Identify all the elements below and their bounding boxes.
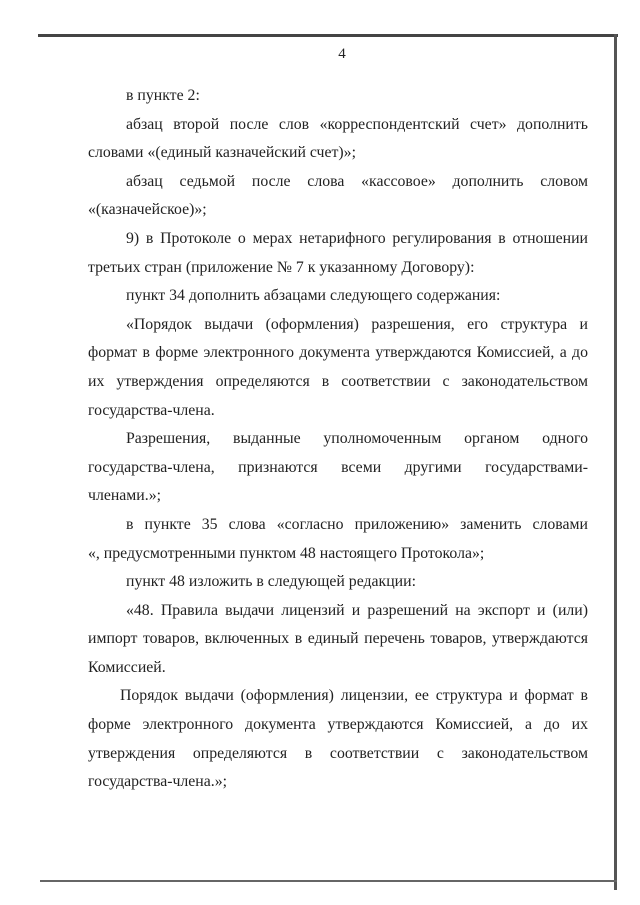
text-line: «, предусмотренными пунктом 48 настоящего Протокола»; [88, 544, 485, 562]
text-line: в пункте 2: [126, 87, 200, 104]
text-line: Порядок выдачи (оформления) лицензии, ее структура и формат в [120, 687, 588, 705]
text-line: пункт 34 дополнить абзацами следующего содержания: [126, 287, 501, 305]
text-line: членами.»; [88, 487, 161, 505]
scan-border-bottom [40, 880, 617, 882]
page-number: 4 [338, 46, 346, 62]
text-line: формат в форме электронного документа утверждаются Комиссией, а до [88, 344, 588, 362]
text-line: «(казначейское)»; [88, 201, 207, 219]
text-line: абзац седьмой после слова «кассовое» дополнить словом [126, 172, 588, 190]
text-line: Комиссией. [88, 658, 166, 676]
text-line: пункт 48 изложить в следующей редакции: [126, 573, 416, 591]
text-line: импорт товаров, включенных в единый перечень товаров, утверждаются [88, 630, 588, 648]
text-line: 9) в Протоколе о мерах нетарифного регулирования в отношении [126, 229, 588, 247]
text-line: форме электронного документа утверждаются Комиссией, а до их [88, 716, 588, 734]
text-line: утверждения определяются в соответствии с законодательством [88, 744, 588, 762]
text-line: абзац второй после слов «корреспондентский счет» дополнить [126, 115, 588, 133]
scan-border-right [614, 34, 617, 890]
text-line: государства-члена. [88, 401, 215, 419]
text-line: государства-члена.»; [88, 773, 228, 791]
text-line: третьих стран (приложение № 7 к указанному Договору): [88, 258, 475, 276]
scan-border-top [38, 34, 618, 37]
text-line: Разрешения, выданные уполномоченным органом одного [126, 430, 588, 448]
text-line: их утверждения определяются в соответствии с законодательством [88, 372, 588, 390]
text-line: словами «(единый казначейский счет)»; [88, 144, 356, 162]
text-line: «48. Правила выдачи лицензий и разрешений на экспорт и (или) [126, 601, 588, 619]
text-line: государства-члена, признаются всеми другими государствами- [88, 458, 588, 476]
text-line: в пункте 35 слова «согласно приложению» заменить словами [126, 515, 588, 533]
document-body [88, 82, 588, 797]
text-line: «Порядок выдачи (оформления) разрешения, его структура и [126, 315, 588, 333]
